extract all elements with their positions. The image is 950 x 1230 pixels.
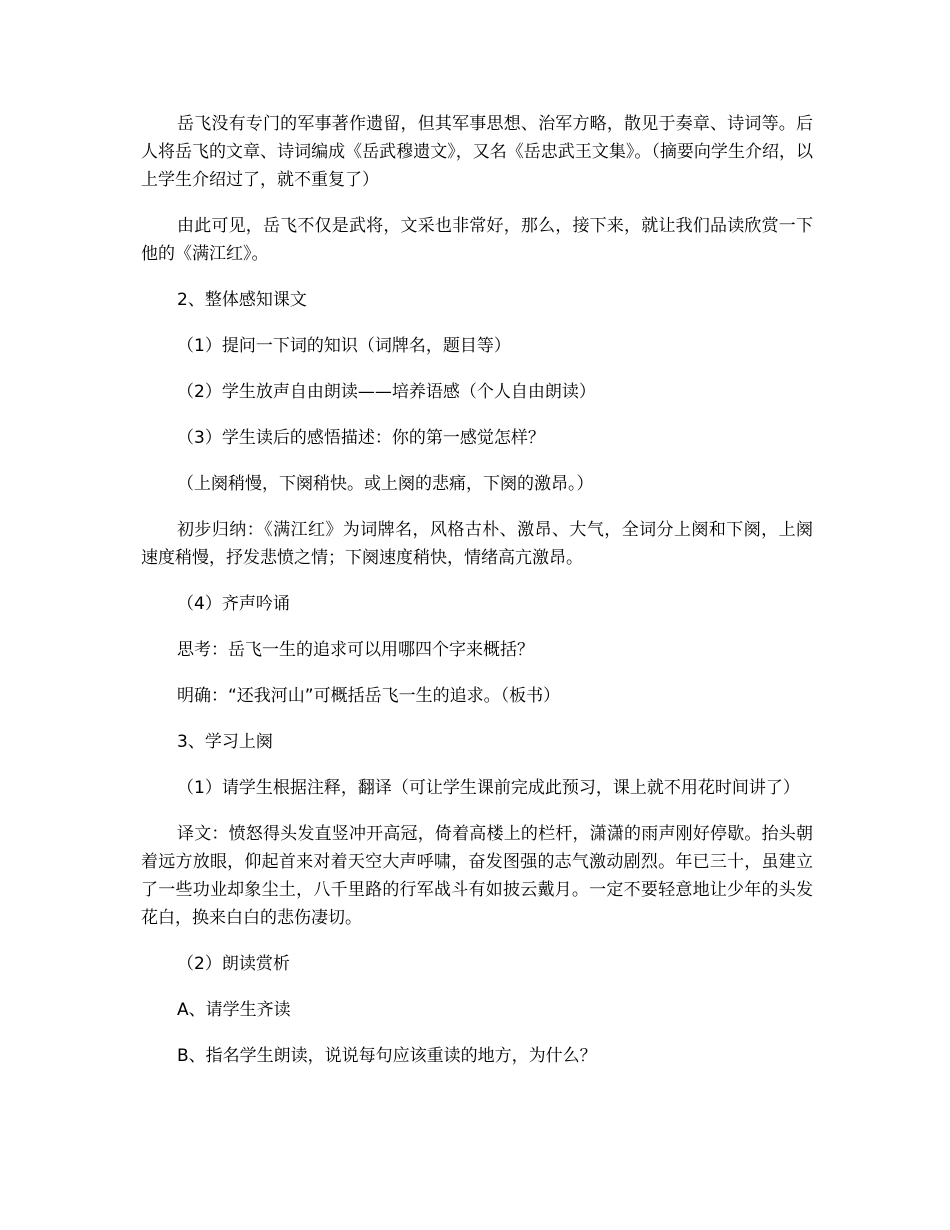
paragraph-reading-analysis: （2）朗读赏析 — [177, 954, 290, 974]
paragraph-note: （上阕稍慢，下阕稍快。或上阕的悲痛，下阕的激昂。） — [177, 474, 594, 494]
paragraph-step-1: （1）提问一下词的知识（词牌名，题目等） — [177, 336, 511, 356]
paragraph-item-a: A、请学生齐读 — [177, 1000, 291, 1020]
paragraph-translate-task: （1）请学生根据注释，翻译（可让学生课前完成此预习，课上就不用花时间讲了） — [177, 778, 800, 798]
paragraph-intro-works: 岳飞没有专门的军事著作遗留，但其军事思想、治军方略，散见于奏章、诗词等。后人将岳飞的文章、诗词编成《岳武穆遗文》，又名《岳忠武王文集》。（摘要向学生介绍，以上学生介绍过了，就不重复了） — [141, 114, 813, 190]
paragraph-thinking: 思考：岳飞一生的追求可以用哪四个字来概括？ — [177, 640, 534, 660]
paragraph-translation: 译文：愤怒得头发直竖冲开高冠，倚着高楼上的栏杆，潇潇的雨声刚好停歇。抬头朝着远方放眼，仰起首来对着天空大声呼啸，奋发图强的志气激动剧烈。年已三十，虽建立了一些功业却象尘土，八千里路的行军战斗有如披云戴月。一定不要轻意地让少年的头发花白，换来白白的悲伤凄切。 — [141, 824, 813, 928]
section-heading-overall: 2、整体感知课文 — [177, 290, 307, 310]
paragraph-item-b: B、指名学生朗读，说说每句应该重读的地方，为什么？ — [177, 1046, 597, 1066]
paragraph-step-4: （4）齐声吟诵 — [177, 594, 290, 614]
paragraph-summary: 由此可见，岳飞不仅是武将，文采也非常好，那么，接下来，就让我们品读欣赏一下他的《满江红》。 — [141, 216, 813, 264]
document-page — [141, 110, 813, 1070]
paragraph-step-3: （3）学生读后的感悟描述：你的第一感觉怎样？ — [177, 428, 545, 448]
paragraph-preliminary-summary: 初步归纳：《满江红》为词牌名，风格古朴、激昂、大气，全词分上阕和下阕，上阕速度稍慢，抒发悲愤之情；下阕速度稍快，情绪高亢激昂。 — [141, 520, 813, 568]
section-heading-upper: 3、学习上阕 — [177, 732, 273, 752]
paragraph-clarify: 明确：“还我河山”可概括岳飞一生的追求。（板书） — [177, 686, 561, 706]
paragraph-step-2: （2）学生放声自由朗读——培养语感（个人自由朗读） — [177, 382, 596, 402]
